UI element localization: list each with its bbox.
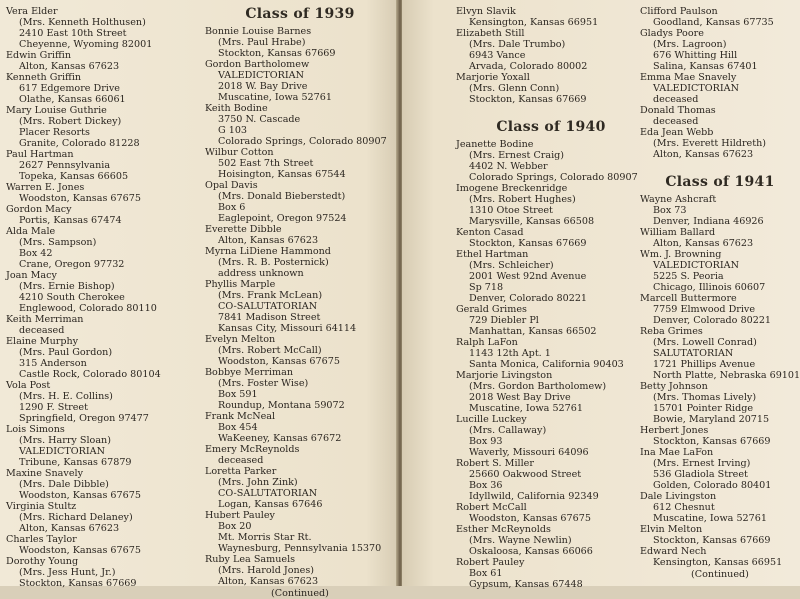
alumni-detail: Alton, Kansas 67623 (19, 61, 120, 72)
alumni-detail: Alton, Kansas 67623 (653, 149, 754, 160)
alumni-detail: CO-SALUTATORIAN (218, 488, 318, 499)
alumni-detail: 5225 S. Peoria (653, 271, 724, 282)
alumni-detail: (Mrs. Ernest Craig) (469, 150, 565, 161)
alumni-detail: Denver, Indiana 46926 (653, 216, 764, 227)
alumni-detail: Oskaloosa, Kansas 66066 (469, 546, 593, 557)
alumni-name: Lois Simons (6, 424, 65, 435)
alumni-detail: Stockton, Kansas 67669 (653, 535, 771, 546)
alumni-name: Vola Post (6, 380, 51, 391)
alumni-name: Frank McNeal (205, 411, 276, 422)
alumni-detail: Alton, Kansas 67623 (19, 523, 120, 534)
alumni-detail: G 103 (218, 125, 248, 136)
alumni-entry (456, 249, 646, 304)
alumni-name: William Ballard (640, 227, 716, 238)
alumni-detail: Stockton, Kansas 67669 (218, 48, 336, 59)
alumni-entry (6, 314, 196, 336)
alumni-name: Elizabeth Still (456, 28, 525, 39)
alumni-detail: Alton, Kansas 67623 (653, 238, 754, 249)
alumni-detail: (Mrs. Dale Trumbo) (469, 39, 566, 50)
alumni-detail: Muscatine, Iowa 52761 (653, 513, 767, 524)
class-1940-list-cont (640, 6, 800, 160)
alumni-name: Betty Johnson (640, 381, 708, 392)
alumni-entry (205, 147, 395, 180)
alumni-entry (205, 180, 395, 224)
alumni-detail: 2018 W. Bay Drive (218, 81, 308, 92)
alumni-detail: Olathe, Kansas 66061 (19, 94, 126, 105)
alumni-detail: Chicago, Illinois 60607 (653, 282, 766, 293)
alumni-detail: Sp 718 (469, 282, 504, 293)
alumni-name: Gordon Bartholomew (205, 59, 310, 70)
alumni-name: Clifford Paulson (640, 6, 718, 17)
alumni-entry (205, 334, 395, 367)
alumni-detail: Mt. Morris Star Rt. (218, 532, 312, 543)
alumni-detail: 2001 West 92nd Avenue (469, 271, 587, 282)
column-3 (456, 0, 646, 590)
alumni-entry (205, 444, 395, 466)
alumni-detail: Stockton, Kansas 67669 (469, 238, 587, 249)
alumni-detail: (Mrs. Gordon Bartholomew) (469, 381, 607, 392)
alumni-detail: Waverly, Missouri 64096 (469, 447, 589, 458)
alumni-name: Loretta Parker (205, 466, 277, 477)
alumni-name: Keith Merriman (6, 314, 84, 325)
alumni-name: Ethel Hartman (456, 249, 529, 260)
alumni-name: Paul Hartman (6, 149, 74, 160)
alumni-detail: deceased (19, 325, 65, 336)
alumni-detail: (Mrs. Robert Hughes) (469, 194, 576, 205)
alumni-entry (640, 28, 800, 72)
alumni-detail: Kensington, Kansas 66951 (469, 17, 599, 28)
alumni-name: Warren E. Jones (6, 182, 85, 193)
alumni-name: Marjorie Livingston (456, 370, 553, 381)
alumni-detail: Manhattan, Kansas 66502 (469, 326, 597, 337)
alumni-entry (205, 59, 395, 103)
alumni-entry (205, 224, 395, 246)
alumni-detail: Woodston, Kansas 67675 (19, 545, 141, 556)
alumni-detail: Woodston, Kansas 67675 (19, 193, 141, 204)
alumni-detail: Hoisington, Kansas 67544 (218, 169, 346, 180)
alumni-detail: SALUTATORIAN (653, 348, 734, 359)
alumni-detail: Cheyenne, Wyoming 82001 (19, 39, 153, 50)
alumni-detail: Englewood, Colorado 80110 (19, 303, 157, 314)
alumni-entry (640, 491, 800, 524)
alumni-detail: Tribune, Kansas 67879 (19, 457, 132, 468)
alumni-detail: (Mrs. Foster Wise) (218, 378, 309, 389)
alumni-detail: (Mrs. Schleicher) (469, 260, 554, 271)
alumni-entry (456, 28, 646, 72)
alumni-name: Jeanette Bodine (456, 139, 534, 150)
alumni-name: Kenneth Griffin (6, 72, 82, 83)
alumni-detail: Goodland, Kansas 67735 (653, 17, 774, 28)
column-4 (640, 0, 800, 580)
class-1939-list (205, 26, 395, 587)
alumni-entry (6, 424, 196, 468)
alumni-detail: deceased (653, 94, 699, 105)
alumni-detail: 536 Gladiola Street (653, 469, 748, 480)
alumni-detail: Arvada, Colorado 80002 (469, 61, 588, 72)
alumni-detail: 3750 N. Cascade (218, 114, 301, 125)
alumni-entry (456, 502, 646, 524)
alumni-detail: (Mrs. Dale Dibble) (19, 479, 109, 490)
class-heading-1941: Class of 1941 (665, 174, 775, 190)
alumni-detail: Bowie, Maryland 20715 (653, 414, 770, 425)
alumni-detail: Crane, Oregon 97732 (19, 259, 125, 270)
alumni-name: Vera Elder (6, 6, 58, 17)
column-2 (205, 0, 395, 599)
column-1 (6, 0, 196, 589)
alumni-name: Bobbye Merriman (205, 367, 293, 378)
alumni-detail: 2627 Pennsylvania (19, 160, 111, 171)
alumni-entry (640, 227, 800, 249)
alumni-detail: 1290 F. Street (19, 402, 88, 413)
alumni-name: Ralph LaFon (456, 337, 518, 348)
alumni-detail: VALEDICTORIAN (19, 446, 106, 457)
alumni-name: Maxine Snavely (6, 468, 83, 479)
alumni-entry (640, 105, 800, 127)
alumni-name: Joan Macy (6, 270, 57, 281)
alumni-detail: Placer Resorts (19, 127, 90, 138)
alumni-entry (205, 466, 395, 510)
alumni-detail: 2018 West Bay Drive (469, 392, 571, 403)
alumni-entry (205, 103, 395, 147)
alumni-detail: 1721 Phillips Avenue (653, 359, 756, 370)
alumni-detail: (Mrs. Everett Hildreth) (653, 138, 766, 149)
alumni-name: Everette Dibble (205, 224, 282, 235)
alumni-entry (456, 139, 646, 183)
alumni-detail: Salina, Kansas 67401 (653, 61, 758, 72)
right-page (402, 0, 800, 590)
alumni-name: Dorothy Young (6, 556, 79, 567)
alumni-detail: Box 591 (218, 389, 258, 400)
alumni-detail: Marysville, Kansas 66508 (469, 216, 595, 227)
alumni-detail: Kensington, Kansas 66951 (653, 557, 783, 568)
alumni-detail: 612 Chesnut (653, 502, 715, 513)
alumni-detail: 1143 12th Apt. 1 (469, 348, 551, 359)
alumni-entry (6, 149, 196, 182)
alumni-detail: Springfield, Oregon 97477 (19, 413, 149, 424)
alumni-name: Elvin Melton (640, 524, 703, 535)
alumni-detail: Box 42 (19, 248, 53, 259)
alumni-entry (205, 411, 395, 444)
alumni-detail: Alton, Kansas 67623 (218, 235, 319, 246)
alumni-name: Robert S. Miller (456, 458, 534, 469)
alumni-entry (6, 204, 196, 226)
alumni-entry (640, 6, 800, 28)
alumni-entry (6, 6, 196, 50)
alumni-entry (640, 293, 800, 326)
alumni-name: Wm. J. Browning (640, 249, 722, 260)
alumni-detail: Granite, Colorado 81228 (19, 138, 140, 149)
alumni-entry (640, 447, 800, 491)
alumni-entry (640, 524, 800, 546)
alumni-name: Robert Pauley (456, 557, 525, 568)
alumni-detail: VALEDICTORIAN (653, 260, 740, 271)
alumni-detail: 6943 Vance (469, 50, 526, 61)
alumni-detail: 7841 Madison Street (218, 312, 321, 323)
alumni-detail: Woodston, Kansas 67675 (218, 356, 340, 367)
alumni-name: Lucille Luckey (456, 414, 527, 425)
alumni-entry (456, 524, 646, 557)
alumni-name: Wilbur Cotton (205, 147, 274, 158)
alumni-detail: Stockton, Kansas 67669 (653, 436, 771, 447)
alumni-name: Keith Bodine (205, 103, 268, 114)
alumni-entry (456, 337, 646, 370)
alumni-detail: CO-SALUTATORIAN (218, 301, 318, 312)
alumni-name: Kenton Casad (456, 227, 524, 238)
alumni-detail: Muscatine, Iowa 52761 (218, 92, 332, 103)
alumni-detail: (Mrs. Kenneth Holthusen) (19, 17, 146, 28)
alumni-entry (6, 182, 196, 204)
alumni-detail: Waynesburg, Pennsylvania 15370 (218, 543, 382, 554)
alumni-detail: Box 73 (653, 205, 687, 216)
alumni-detail: (Mrs. Frank McLean) (218, 290, 323, 301)
alumni-detail: Woodston, Kansas 67675 (469, 513, 591, 524)
alumni-detail: (Mrs. Robert Dickey) (19, 116, 122, 127)
alumni-detail: (Mrs. Glenn Conn) (469, 83, 560, 94)
alumni-detail: (Mrs. R. B. Posternick) (218, 257, 329, 268)
alumni-name: Ina Mae LaFon (640, 447, 714, 458)
alumni-detail: 2410 East 10th Street (19, 28, 127, 39)
alumni-detail: address unknown (218, 268, 304, 279)
alumni-entry (456, 370, 646, 414)
alumni-detail: 617 Edgemore Drive (19, 83, 120, 94)
alumni-entry (6, 380, 196, 424)
alumni-detail: (Mrs. H. E. Collins) (19, 391, 113, 402)
alumni-detail: Box 454 (218, 422, 258, 433)
alumni-entry (456, 458, 646, 502)
alumni-entry (205, 246, 395, 279)
alumni-detail: Box 61 (469, 568, 503, 579)
alumni-name: Phyllis Marple (205, 279, 276, 290)
alumni-entry (205, 554, 395, 587)
alumni-entry (6, 226, 196, 270)
alumni-detail: VALEDICTORIAN (653, 83, 740, 94)
alumni-detail: (Mrs. Jess Hunt, Jr.) (19, 567, 116, 578)
alumni-name: Myrna LiDiene Hammond (205, 246, 331, 257)
alumni-entry (456, 183, 646, 227)
alumni-detail: (Mrs. Callaway) (469, 425, 547, 436)
alumni-name: Ruby Lea Samuels (205, 554, 296, 565)
alumni-detail: Denver, Colorado 80221 (469, 293, 588, 304)
alumni-detail: 729 Diebler Pl (469, 315, 539, 326)
alumni-name: Alda Male (6, 226, 56, 237)
class-1941-list (640, 194, 800, 568)
alumni-entry (6, 270, 196, 314)
alumni-detail: Colorado Springs, Colorado 80907 (218, 136, 387, 147)
alumni-name: Mary Louise Guthrie (6, 105, 107, 116)
alumni-name: Opal Davis (205, 180, 258, 191)
alumni-detail: (Mrs. Paul Hrabe) (218, 37, 306, 48)
alumni-entry (205, 367, 395, 411)
alumni-entry (6, 556, 196, 589)
alumni-detail: 315 Anderson (19, 358, 87, 369)
alumni-name: Virginia Stultz (6, 501, 77, 512)
alumni-detail: (Mrs. Wayne Newlin) (469, 535, 572, 546)
alumni-entry (456, 227, 646, 249)
alumni-name: Emma Mae Snavely (640, 72, 737, 83)
alumni-entry (205, 279, 395, 334)
alumni-detail: North Platte, Nebraska 69101 (653, 370, 800, 381)
alumni-detail: Golden, Colorado 80401 (653, 480, 772, 491)
left-page (0, 0, 398, 599)
alumni-detail: (Mrs. Lowell Conrad) (653, 337, 757, 348)
alumni-name: Reba Grimes (640, 326, 703, 337)
alumni-name: Imogene Breckenridge (456, 183, 568, 194)
alumni-entry (6, 105, 196, 149)
alumni-detail: Kansas City, Missouri 64114 (218, 323, 357, 334)
alumni-entry (456, 557, 646, 590)
alumni-name: Wayne Ashcraft (640, 194, 717, 205)
alumni-detail: (Mrs. Lagroon) (653, 39, 727, 50)
alumni-name: Esther McReynolds (456, 524, 551, 535)
alumni-detail: 4402 N. Webber (469, 161, 548, 172)
alumni-detail: (Mrs. Thomas Lively) (653, 392, 757, 403)
class-1940-list (456, 139, 646, 590)
alumni-detail: 502 East 7th Street (218, 158, 314, 169)
class-1939-list-cont (456, 6, 646, 105)
alumni-name: Donald Thomas (640, 105, 716, 116)
alumni-detail: Castle Rock, Colorado 80104 (19, 369, 161, 380)
alumni-entry (6, 50, 196, 72)
alumni-detail: Colorado Springs, Colorado 80907 (469, 172, 638, 183)
alumni-entry (640, 546, 800, 568)
alumni-name: Robert McCall (456, 502, 527, 513)
alumni-detail: (Mrs. Donald Bieberstedt) (218, 191, 346, 202)
alumni-entry (6, 336, 196, 380)
alumni-name: Eda Jean Webb (640, 127, 714, 138)
alumni-detail: Denver, Colorado 80221 (653, 315, 772, 326)
alumni-detail: Idyllwild, California 92349 (469, 491, 599, 502)
alumni-detail: (Mrs. Ernie Bishop) (19, 281, 115, 292)
alumni-detail: Santa Monica, California 90403 (469, 359, 624, 370)
alumni-detail: Logan, Kansas 67646 (218, 499, 323, 510)
alumni-entry (456, 72, 646, 105)
alumni-name: Herbert Jones (640, 425, 709, 436)
alumni-name: Charles Taylor (6, 534, 77, 545)
alumni-detail: Topeka, Kansas 66605 (19, 171, 129, 182)
alumni-detail: (Mrs. Harry Sloan) (19, 435, 111, 446)
alumni-name: Marcell Buttermore (640, 293, 737, 304)
alumni-name: Gordon Macy (6, 204, 72, 215)
alumni-entry (205, 510, 395, 554)
alumni-detail: (Mrs. Ernest Irving) (653, 458, 751, 469)
alumni-entry (640, 381, 800, 425)
alumni-name: Edwin Griffin (6, 50, 72, 61)
alumni-entry (6, 534, 196, 556)
alumni-detail: Muscatine, Iowa 52761 (469, 403, 583, 414)
class-heading-1940: Class of 1940 (496, 119, 606, 135)
alumni-detail: (Mrs. Richard Delaney) (19, 512, 133, 523)
alumni-detail: Box 20 (218, 521, 252, 532)
alumni-entry (6, 468, 196, 501)
alumni-name: Gerald Grimes (456, 304, 527, 315)
alumni-detail: WaKeeney, Kansas 67672 (218, 433, 342, 444)
alumni-name: Bonnie Louise Barnes (205, 26, 312, 37)
alumni-detail: (Mrs. John Zink) (218, 477, 298, 488)
alumni-name: Elvyn Slavik (456, 6, 516, 17)
alumni-detail: Stockton, Kansas 67669 (19, 578, 137, 589)
alumni-entry (640, 249, 800, 293)
alumni-name: Marjorie Yoxall (456, 72, 530, 83)
alumni-detail: Alton, Kansas 67623 (218, 576, 319, 587)
alumni-detail: 676 Whitting Hill (653, 50, 738, 61)
alumni-entry (6, 501, 196, 534)
alumni-detail: deceased (218, 455, 264, 466)
class-heading-1939: Class of 1939 (245, 6, 355, 22)
continued-note-2: (Continued) (691, 569, 749, 580)
alumni-detail: Box 93 (469, 436, 503, 447)
alumni-entry (640, 425, 800, 447)
alumni-name: Hubert Pauley (205, 510, 275, 521)
alumni-entry (205, 26, 395, 59)
alumni-detail: 25660 Oakwood Street (469, 469, 582, 480)
alumni-detail: (Mrs. Sampson) (19, 237, 97, 248)
alumni-entry (456, 414, 646, 458)
alumni-name: Evelyn Melton (205, 334, 276, 345)
alumni-name: Gladys Poore (640, 28, 704, 39)
alumni-detail: Box 6 (218, 202, 246, 213)
alumni-entry (640, 194, 800, 227)
alumni-detail: (Mrs. Paul Gordon) (19, 347, 113, 358)
alumni-entry (640, 127, 800, 160)
alumni-detail: Eaglepoint, Oregon 97524 (218, 213, 347, 224)
alumni-detail: Gypsum, Kansas 67448 (469, 579, 583, 590)
alumni-entry (6, 72, 196, 105)
alumni-detail: (Mrs. Harold Jones) (218, 565, 315, 576)
alumni-detail: (Mrs. Robert McCall) (218, 345, 322, 356)
alumni-detail: Box 36 (469, 480, 503, 491)
alumni-detail: 4210 South Cherokee (19, 292, 125, 303)
alumni-detail: 7759 Elmwood Drive (653, 304, 756, 315)
alumni-entry (640, 326, 800, 381)
alumni-detail: deceased (653, 116, 699, 127)
alumni-detail: Stockton, Kansas 67669 (469, 94, 587, 105)
alumni-detail: VALEDICTORIAN (218, 70, 305, 81)
alumni-name: Edward Nech (640, 546, 707, 557)
alumni-name: Elaine Murphy (6, 336, 79, 347)
continued-note: (Continued) (271, 588, 329, 599)
alumni-detail: Woodston, Kansas 67675 (19, 490, 141, 501)
alumni-detail: 15701 Pointer Ridge (653, 403, 754, 414)
alumni-name: Dale Livingston (640, 491, 717, 502)
alumni-detail: Roundup, Montana 59072 (218, 400, 345, 411)
alumni-entry (456, 304, 646, 337)
alumni-name: Emery McReynolds (205, 444, 300, 455)
alumni-detail: 1310 Otoe Street (469, 205, 553, 216)
alumni-entry (456, 6, 646, 28)
alumni-detail: Portis, Kansas 67474 (19, 215, 122, 226)
alumni-entry (640, 72, 800, 105)
